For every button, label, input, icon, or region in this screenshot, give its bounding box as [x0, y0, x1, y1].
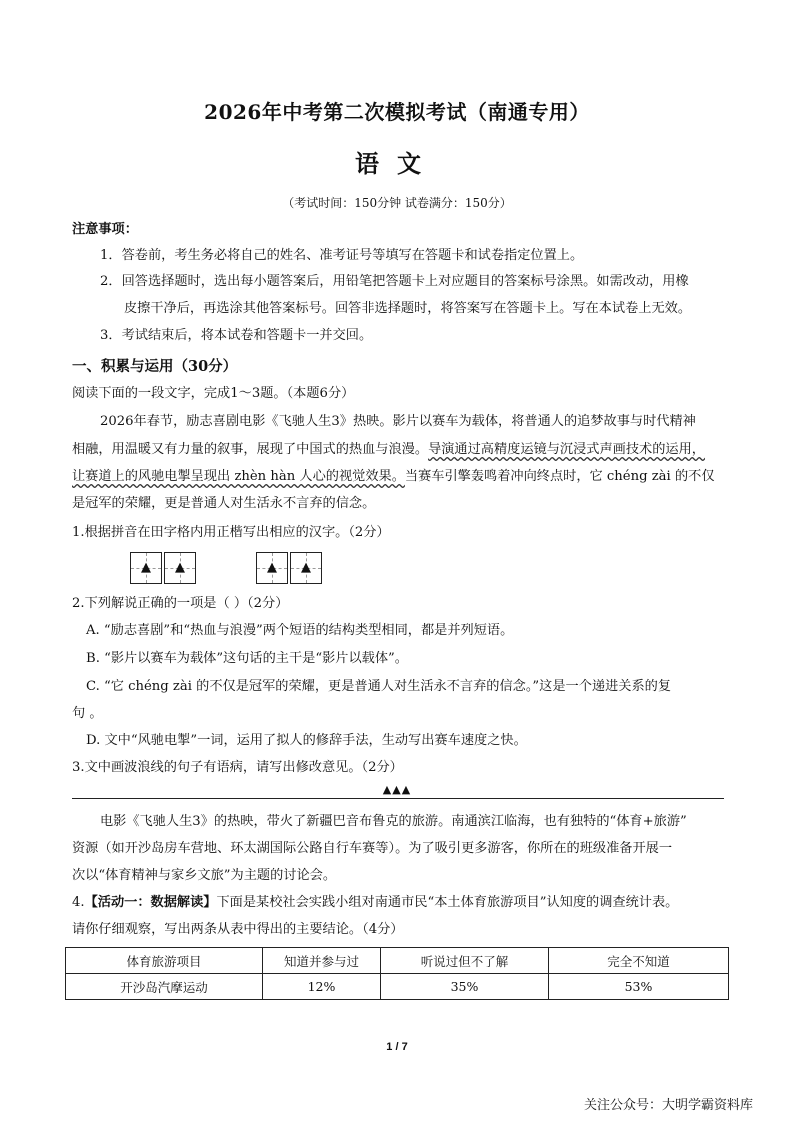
notice-item-2-cont: 皮擦干净后，再选涂其他答案标号。回答非选择题时，将答案写在答题卡上。写在本试卷上无效。 [124, 301, 692, 316]
passage2-line: 资源（如开沙岛房车营地、环太湖国际公路自行车赛等）。为了吸引更多游客，你所在的班级准备开展一 [72, 841, 673, 856]
activity-label: 【活动一：数据解读】 [84, 895, 217, 910]
table-cell: 35% [381, 974, 549, 1000]
question-4 [72, 893, 678, 913]
option-d: D. 文中“风驰电掣”一词，运用了拟人的修辞手法，生动写出赛车速度之快。 [86, 733, 527, 748]
table-cell: 53% [549, 974, 729, 1000]
passage-line [72, 467, 715, 487]
table-row [66, 974, 729, 1000]
exam-info: （考试时间：150分钟 试卷满分：150分） [282, 196, 512, 210]
divider [72, 798, 724, 799]
question-number: 4. [72, 895, 85, 910]
table-header: 听说过但不了解 [381, 948, 549, 974]
survey-table [65, 947, 729, 1000]
page-number: 1 / 7 [386, 1041, 408, 1053]
passage-line: 是冠军的荣耀，更是普通人对生活永不言弃的信念。 [72, 496, 376, 511]
table-header: 体育旅游项目 [66, 948, 263, 974]
passage2-line: 电影《飞驰人生3》的热映，带火了新疆巴音布鲁克的旅游。南通滨江临海，也有独特的“体育+旅游” [100, 814, 687, 829]
footer-watermark: 关注公众号：大明学霸资料库 [584, 1098, 754, 1113]
answer-mark-icon: ▲ [175, 560, 185, 576]
passage-text: 相融，用温暖又有力量的叙事，展现了中国式的热血与浪漫。 [72, 442, 429, 457]
answer-mark-icon: ▲▲▲ [382, 783, 412, 796]
exam-title: 2026年中考第二次模拟考试（南通专用） [204, 100, 590, 124]
answer-mark-icon: ▲ [267, 560, 277, 576]
wavy-sentence: 让赛道上的风驰电掣呈现出 zhèn hàn 人心的视觉效果。 [72, 469, 405, 484]
passage-line [72, 440, 705, 460]
question-text: 下面是某校社会实践小组对南通市民“本土体育旅游项目”认知度的调查统计表。 [216, 895, 679, 910]
option-b: B. “影片以赛车为载体”这句话的主干是“影片以载体”。 [86, 651, 408, 666]
tian-grid-cell[interactable] [164, 552, 196, 584]
passage2-line: 次以“体育精神与家乡文旅”为主题的讨论会。 [72, 868, 337, 883]
tian-grid-group [130, 552, 198, 584]
notice-item-1: 1．答卷前，考生务必将自己的姓名、准考证号等填写在答题卡和试卷指定位置上。 [100, 248, 584, 263]
table-header: 完全不知道 [549, 948, 729, 974]
table-header: 知道并参与过 [263, 948, 381, 974]
table-cell: 12% [263, 974, 381, 1000]
section-heading: 一、积累与运用（30分） [72, 358, 238, 375]
notice-heading: 注意事项： [72, 222, 138, 237]
option-a: A. “励志喜剧”和“热血与浪漫”两个短语的结构类型相同，都是并列短语。 [86, 623, 514, 638]
reading-intro: 阅读下面的一段文字，完成1～3题。（本题6分） [72, 386, 355, 401]
question-1: 1.根据拼音在田字格内用正楷写出相应的汉字。（2分） [72, 525, 390, 540]
question-4-cont: 请你仔细观察，写出两条从表中得出的主要结论。（4分） [72, 922, 404, 937]
tian-grid-group [256, 552, 324, 584]
wavy-sentence: 导演通过高精度运镜与沉浸式声画技术的运用， [428, 442, 705, 457]
table-header-row [66, 948, 729, 974]
table-cell: 开沙岛汽摩运动 [66, 974, 263, 1000]
answer-mark-icon: ▲ [301, 560, 311, 576]
answer-mark-icon: ▲ [141, 560, 151, 576]
tian-grid-cell[interactable] [256, 552, 288, 584]
option-c-cont: 句 。 [72, 706, 103, 721]
subject-title: 语文 [355, 149, 439, 178]
notice-item-2: 2．回答选择题时，选出每小题答案后，用铅笔把答题卡上对应题目的答案标号涂黑。如需改动，用橡 [100, 274, 689, 289]
passage-line: 2026年春节，励志喜剧电影《飞驰人生3》热映。影片以赛车为载体，将普通人的追梦故事与时代精神 [100, 414, 696, 429]
passage-text: 当赛车引擎轰鸣着冲向终点时，它 chéng zài 的不仅 [404, 469, 715, 484]
notice-item-3: 3．考试结束后，将本试卷和答题卡一并交回。 [100, 328, 373, 343]
question-3: 3.文中画波浪线的句子有语病，请写出修改意见。（2分） [72, 760, 403, 775]
question-2: 2.下列解说正确的一项是（ ）（2分） [72, 596, 289, 611]
option-c: C. “它 chéng zài 的不仅是冠军的荣耀，更是普通人对生活永不言弃的信念。”这是一个递进关系的复 [86, 679, 672, 694]
tian-grid-cell[interactable] [130, 552, 162, 584]
tian-grid-cell[interactable] [290, 552, 322, 584]
